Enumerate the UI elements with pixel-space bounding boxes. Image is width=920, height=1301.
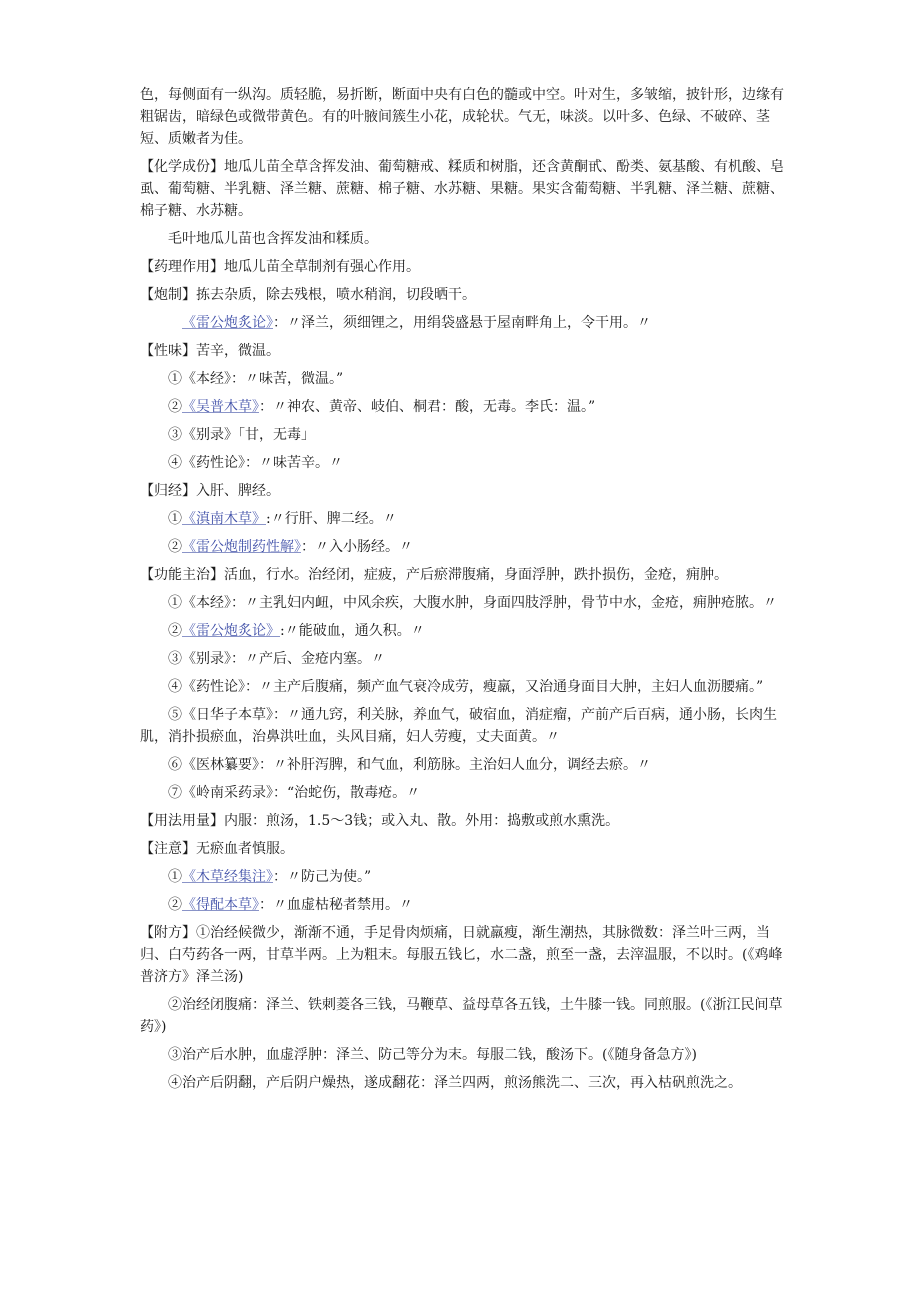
- quote-text: ：〃血虚枯秘者禁用。〃: [259, 897, 413, 913]
- quote-depei-caution: [140, 894, 790, 916]
- section-chemistry: 【化学成份】地瓜儿苗全草含挥发油、葡萄糖戒、糅质和树脂，还含黄酮甙、酚类、氨基酸、有机酸、皂虱、葡萄糖、半乳糖、泽兰糖、蔗糖、棉子糖、水苏糖、果糖。果实含葡萄糖、半乳糖、泽兰糖、蔗糖、棉子糖、水苏糖。: [140, 159, 784, 219]
- section-prescription: 【附方】①治经候微少，渐渐不通，手足骨肉烦痛，日就羸瘦，渐生潮热，其脉微数：泽兰叶三两，当归、白芍药各一两，甘草半两。上为粗末。每服五钱匕，水二盏，煎至一盏，去滓温服，不以时。(《鸡峰普济方》泽兰汤): [140, 925, 783, 985]
- quote-yilin-function: ⑥《医林纂要》：〃补肝泻脾，和气血，利筋脉。主治妇人血分，调经去瘀。〃: [168, 757, 651, 773]
- quote-leigong-function: [140, 620, 790, 642]
- document-body: [140, 84, 790, 1100]
- link-bencaojing-jizhu[interactable]: 《木草经集注》: [182, 869, 273, 885]
- quote-wupu-taste: [140, 396, 790, 418]
- quote-text: ：〃泽兰，须细锂之，用绢袋盛悬于屋南畔角上，令干用。〃: [273, 315, 651, 331]
- quote-rihuazi-function: ⑤《日华子本草》：〃通九窍，利关脉，养血气，破宿血，消症瘤，产前产后百病，通小肠，长肉生肌，消扑损瘀血，治鼻洪吐血，头风目痛，妇人劳瘦，丈夫面黄。〃: [140, 707, 777, 745]
- quote-text: ：〃防己为使。”: [273, 869, 372, 885]
- quote-leigong-meridian: [140, 536, 790, 558]
- link-leigong-yaoxingjie[interactable]: 《雷公炮制药性解》: [182, 539, 301, 555]
- item-number: ①: [168, 869, 182, 885]
- quote-bencaojing-caution: [140, 866, 790, 888]
- quote-bielu-function: ③《别录》：〃产后、金疮内塞。〃: [168, 651, 385, 667]
- link-leigong-paozhilun[interactable]: 《雷公炮炙论》: [182, 315, 273, 331]
- item-number: ②: [168, 897, 182, 913]
- quote-yaoxinglun-function: ④《药性论》：〃主产后腹痛，频产血气衰冷成劳，瘦羸，又治通身面目大肿，主妇人血沥腰痛。”: [168, 679, 764, 695]
- prescription-4: ④治产后阴翻，产后阴户燥热，遂成翻花：泽兰四两，煎汤熊洗二、三次，再入枯矾煎洗之。: [168, 1075, 742, 1091]
- quote-text: ：〃入小肠经。〃: [301, 539, 413, 555]
- item-number: ②: [168, 539, 182, 555]
- quote-text: :〃能破血，通久积。〃: [280, 623, 425, 639]
- paragraph-description: 色，每侧面有一纵沟。质轻脆，易折断，断面中央有白色的髓或中空。叶对生，多皱缩，披针形，边缘有粗锯齿，暗绿色或微带黄色。有的叶腋间簇生小花，成轮状。气无，味淡。以叶多、色绿、不破碎、茎短、质嫩者为佳。: [140, 87, 784, 147]
- prescription-3: ③治产后水肿，血虚浮肿：泽兰、防己等分为末。每服二钱，酸汤下。(《随身备急方》): [168, 1047, 697, 1063]
- quote-text: ：〃神农、黄帝、岐伯、桐君：酸，无毒。李氏：温。”: [259, 399, 596, 415]
- quote-yaoxinglun-taste: ④《药性论》：〃味苦辛。〃: [168, 455, 343, 471]
- quote-text: :〃行肝、脾二经。〃: [266, 511, 397, 527]
- quote-benjing-taste: ①《本经》：〃味苦，微温。”: [168, 371, 344, 387]
- link-diannan-bencao[interactable]: 《滇南木草》: [182, 511, 266, 527]
- section-function: 【功能主治】活血，行水。治经闭，症疲，产后瘀滞腹痛，身面浮肿，跌扑损伤，金疮，痈肿。: [140, 567, 728, 583]
- section-usage: 【用法用量】内服：煎汤，1.5〜3钱；或入丸、散。外用：捣敷或煎水熏洗。: [140, 813, 620, 829]
- quote-diannan-meridian: [140, 508, 790, 530]
- item-number: ②: [168, 399, 182, 415]
- prescription-2: ②治经闭腹痛：泽兰、铁刺菱各三钱，马鞭草、益母草各五钱，土牛膝一钱。同煎服。(《浙江民间草药》): [140, 997, 783, 1035]
- link-wupu-bencao[interactable]: 《吴普木草》: [182, 399, 259, 415]
- section-processing: 【炮制】拣去杂质，除去残根，喷水稍润，切段晒干。: [140, 287, 476, 303]
- paragraph-maoye: 毛叶地瓜儿苗也含挥发油和糅质。: [168, 231, 378, 247]
- quote-benjing-function: ①《本经》：〃主乳妇内衄，中风余疾，大腹水肿，身面四肢浮肿，骨节中水，金疮，痈肿疮脓。〃: [168, 595, 777, 611]
- section-meridian: 【归经】入肝、脾经。: [140, 483, 280, 499]
- quote-lingnan-function: ⑦《岭南采药录》：“治蛇伤，散毒疮。〃: [168, 785, 421, 801]
- item-number: ②: [168, 623, 182, 639]
- quote-bielu-taste: ③《别录》「甘，无毒」: [168, 427, 315, 443]
- section-nature-taste: 【性味】苦辛，微温。: [140, 343, 280, 359]
- link-leigong-paozhilun-2[interactable]: 《雷公炮炙论》: [182, 623, 280, 639]
- section-pharmacology: 【药理作用】地瓜儿苗全草制剂有强心作用。: [140, 259, 420, 275]
- link-depei-bencao[interactable]: 《得配本草》: [182, 897, 259, 913]
- item-number: ①: [168, 511, 182, 527]
- quote-leigong-processing: [140, 312, 790, 334]
- section-caution: 【注意】无瘀血者慎服。: [140, 841, 294, 857]
